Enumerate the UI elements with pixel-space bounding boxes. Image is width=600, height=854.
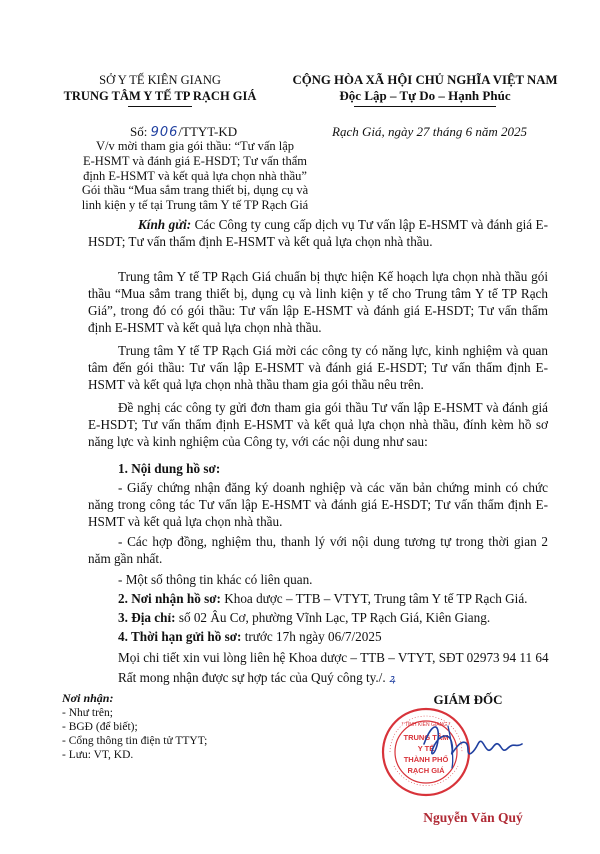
closing-text: Rất mong nhận được sự hợp tác của Quý công ty./.	[118, 670, 386, 685]
section3	[118, 609, 490, 626]
section2	[118, 590, 527, 607]
signer-title: GIÁM ĐỐC	[433, 692, 503, 707]
request-paragraph: Đề nghị các công ty gửi đơn tham gia gói thầu Tư vấn lập E-HSMT và đánh giá E-HSDT; Tư vấn thẩm định E-HSMT và kết quả lựa chọn nhà thầu, đính kèm hồ sơ năng lực và kinh nghiệm của Công ty, với các nội dung như sau:	[88, 400, 548, 449]
svg-text:TRUNG TÂM: TRUNG TÂM	[403, 733, 449, 742]
recipient-item: - BGĐ (để biết);	[62, 721, 138, 733]
svg-text:RẠCH GIÁ: RẠCH GIÁ	[407, 766, 445, 775]
subject-block	[60, 139, 330, 213]
motto-divider	[354, 106, 496, 107]
recipient-item: - Lưu: VT, KD.	[62, 749, 134, 761]
section3-value: số 02 Âu Cơ, phường Vĩnh Lạc, TP Rạch Giá, Kiên Giang.	[178, 610, 491, 625]
recipient-text: Các Công ty cung cấp dịch vụ Tư vấn lập E-HSMT và đánh giá E-HSDT; Tư vấn thẩm định E-HSMT và kết quả lựa chọn nhà thầu.	[88, 217, 548, 249]
invitation-paragraph: Trung tâm Y tế TP Rạch Giá mời các công ty có năng lực, kinh nghiệm và quan tâm đến gói thầu: Tư vấn lập E-HSMT và đánh giá E-HSDT; Tư vấn thẩm định E-HSMT và kết quả lựa chọn nhà thầu tham gia gói thầu nêu trên.	[88, 343, 548, 392]
section2-value: Khoa dược – TTB – VTYT, Trung tâm Y tế TP Rạch Giá.	[224, 591, 528, 606]
section1-item: - Giấy chứng nhận đăng ký doanh nghiệp và các văn bản chứng minh có chức năng trong công tác Tư vấn lập E-HSMT và đánh giá E-HSDT; Tư vấn thẩm định E-HSMT và kết quả lựa chọn nhà thầu.	[88, 480, 548, 529]
subject-line: V/v mời tham gia gói thầu: “Tư vấn lập	[95, 139, 295, 153]
svg-text:* TỈNH KIÊN GIANG *: * TỈNH KIÊN GIANG *	[401, 722, 451, 728]
section1-item: - Một số thông tin khác có liên quan.	[118, 572, 313, 587]
closing-line	[118, 669, 395, 687]
contact-line: Mọi chi tiết xin vui lòng liên hệ Khoa dược – TTB – VTYT, SĐT 02973 94 11 64	[118, 650, 549, 665]
section4	[118, 628, 382, 645]
national-motto: Độc Lập – Tự Do – Hạnh Phúc	[339, 88, 511, 103]
initial-mark: ꝝ	[388, 672, 396, 685]
place-date: Rạch Giá, ngày 27 tháng 6 năm 2025	[332, 124, 527, 139]
national-header	[280, 72, 570, 104]
svg-text:Y TẾ: Y TẾ	[417, 744, 435, 753]
agency-header	[60, 72, 260, 104]
recipient-item: - Cổng thông tin điện tử TTYT;	[62, 735, 208, 747]
signer-name: Nguyễn Văn Quý	[423, 810, 523, 825]
section4-label: 4. Thời hạn gửi hồ sơ:	[118, 629, 242, 644]
section1-item: - Các hợp đồng, nghiệm thu, thanh lý với nội dung tương tự trong thời gian 2 năm gần nhất.	[88, 534, 548, 566]
recipients-list	[62, 690, 292, 762]
section1-heading: 1. Nội dung hồ sơ:	[118, 461, 221, 476]
section3-label: 3. Địa chỉ:	[118, 610, 176, 625]
handwritten-signature	[418, 714, 528, 774]
agency-divider	[128, 106, 192, 107]
recipient-item: - Như trên;	[62, 707, 113, 719]
recipient-label: Kính gửi:	[138, 217, 192, 232]
issuing-agency: TRUNG TÂM Y TẾ TP RẠCH GIÁ	[63, 89, 257, 103]
svg-text:THÀNH PHỐ: THÀNH PHỐ	[403, 755, 449, 764]
document-number	[130, 124, 237, 140]
recipient-block	[88, 216, 548, 250]
subject-line: E-HSMT và đánh giá E-HSDT; Tư vấn thẩm	[83, 153, 307, 168]
subject-line: định E-HSMT và kết quả lựa chọn nhà thầu”	[83, 168, 307, 183]
section2-label: 2. Nơi nhận hồ sơ:	[118, 591, 221, 606]
section4-value: trước 17h ngày 06/7/2025	[244, 629, 382, 644]
handwritten-doc-number: 906	[150, 125, 179, 140]
subject-line: linh kiện y tế tại Trung tâm Y tế TP Rạch Giá	[81, 198, 309, 213]
doc-number-prefix: Số:	[130, 124, 148, 139]
parent-agency: SỞ Y TẾ KIÊN GIANG	[99, 73, 221, 87]
intro-paragraph: Trung tâm Y tế TP Rạch Giá chuẩn bị thực hiện Kế hoạch lựa chọn nhà thầu gói thầu “Mua sắm trang thiết bị, dụng cụ và linh kiện y tế cho Trung tâm Y tế TP Rạch Giá”, trong đó có gói thầu: Tư vấn lập E-HSMT và đánh giá E-HSDT; Tư vấn thẩm định E-HSMT và kết quả lựa chọn nhà thầu.	[88, 269, 548, 335]
subject-line: Gói thầu “Mua sắm trang thiết bị, dụng cụ và	[81, 183, 309, 198]
recipients-title: Nơi nhận:	[62, 691, 114, 705]
doc-number-suffix: /TTYT-KD	[178, 124, 238, 139]
national-title: CỘNG HÒA XÃ HỘI CHỦ NGHĨA VIỆT NAM	[292, 73, 558, 87]
